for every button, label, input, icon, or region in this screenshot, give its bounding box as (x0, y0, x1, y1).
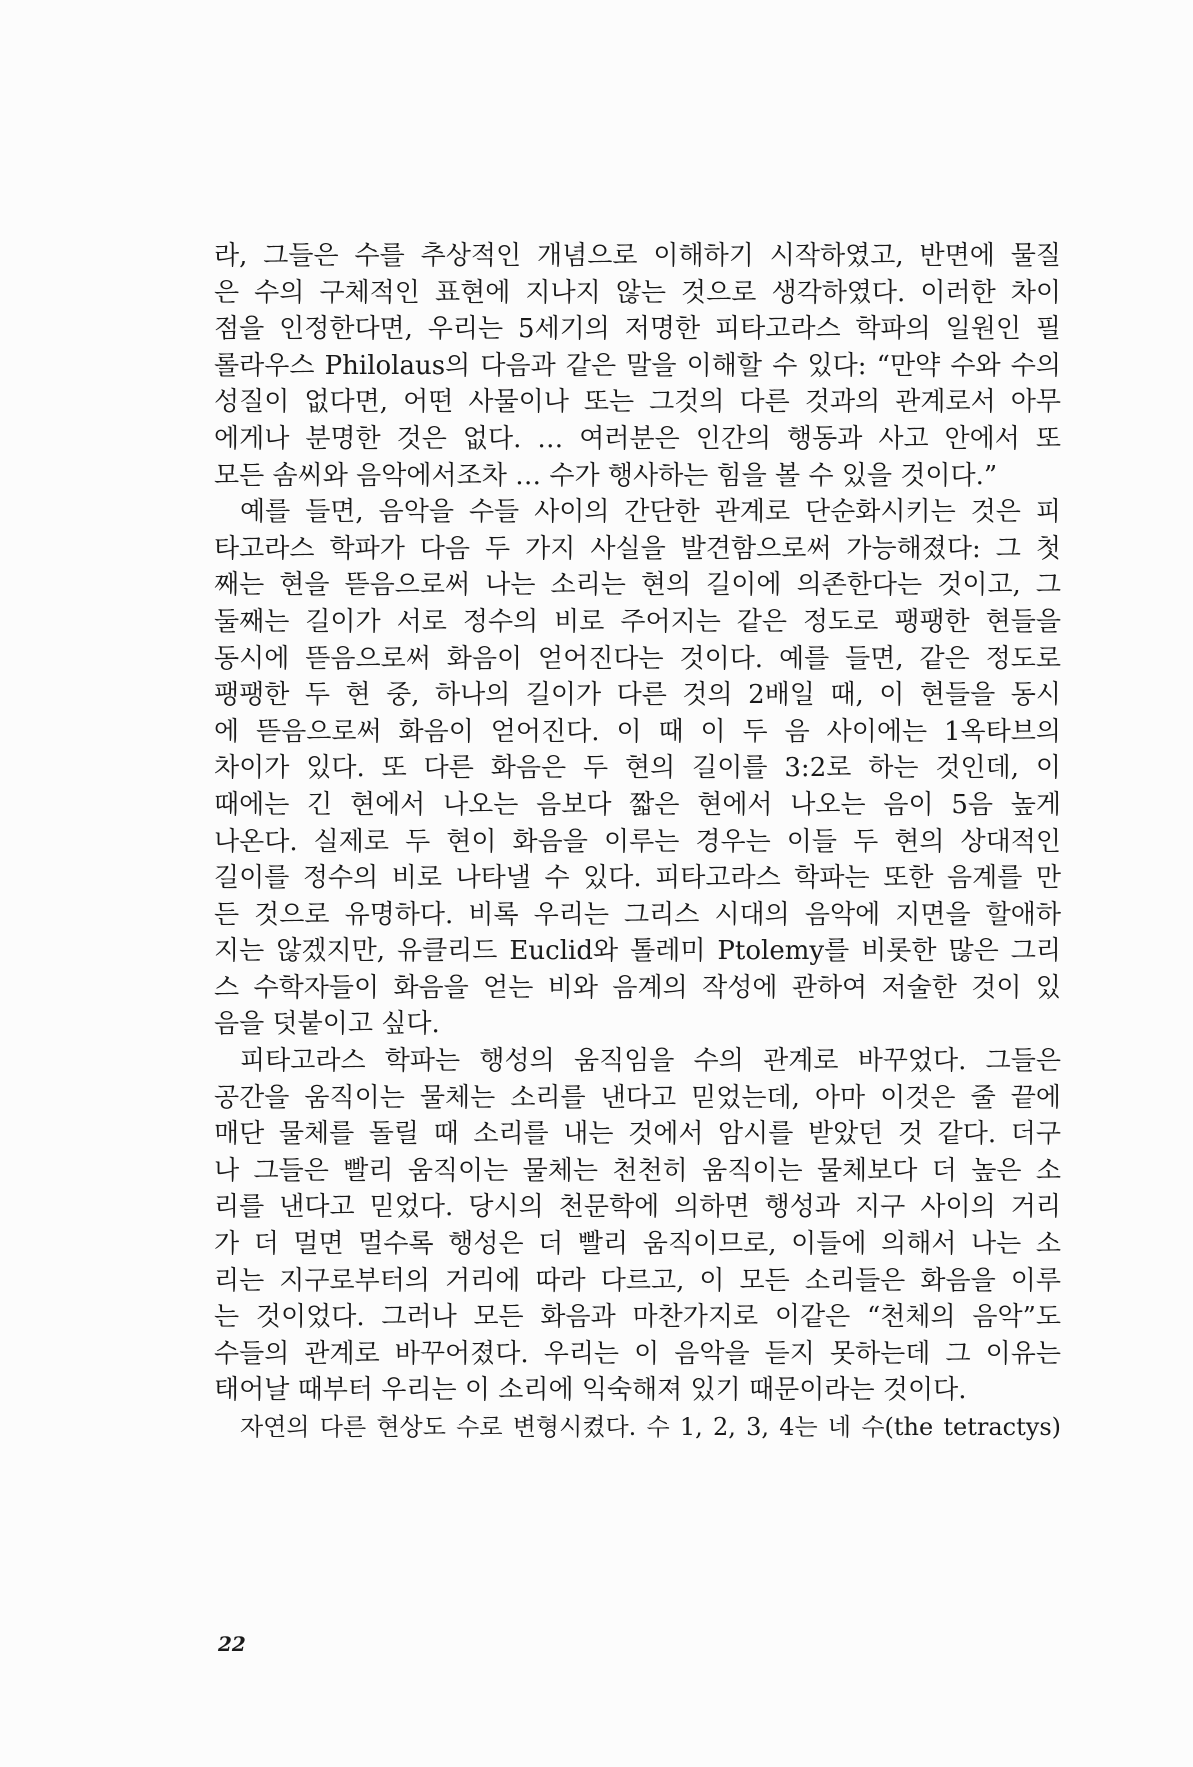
paragraph-start-line: 피타고라스 학파는 행성의 움직임을 수의 관계로 바꾸었다. 그들은 (240, 1046, 1061, 1077)
text-line: 수들의 관계로 바꾸어졌다. 우리는 이 음악을 듣지 못하는데 그 이유는 (214, 1338, 1061, 1369)
text-line: 태어날 때부터 우리는 이 소리에 익숙해져 있기 때문이라는 것이다. (214, 1375, 967, 1406)
text-line: 째는 현을 뜯음으로써 나는 소리는 현의 길이에 의존한다는 것이고, 그 (214, 570, 1061, 601)
text-line: 리를 낸다고 믿었다. 당시의 천문학에 의하면 행성과 지구 사이의 거리 (214, 1192, 1061, 1223)
text-line: 때에는 긴 현에서 나오는 음보다 짧은 현에서 나오는 음이 5음 높게 (214, 789, 1061, 820)
text-line: 리는 지구로부터의 거리에 따라 다르고, 이 모든 소리들은 화음을 이루 (214, 1265, 1061, 1296)
text-line: 나온다. 실제로 두 현이 화음을 이루는 경우는 이들 두 현의 상대적인 (214, 826, 1061, 857)
text-line: 는 것이었다. 그러나 모든 화음과 마찬가지로 이같은 “천체의 음악”도 (214, 1302, 1061, 1333)
text-line: 모든 솜씨와 음악에서조차 … 수가 행사하는 힘을 볼 수 있을 것이다.” (214, 460, 998, 491)
body-text (214, 238, 1061, 1446)
text-line: 타고라스 학파가 다음 두 가지 사실을 발견함으로써 가능해졌다: 그 첫 (214, 533, 1061, 564)
text-line: 둘째는 길이가 서로 정수의 비로 주어지는 같은 정도로 팽팽한 현들을 (214, 606, 1061, 637)
page-number: 22 (218, 1632, 246, 1656)
text-line: 길이를 정수의 비로 나타낼 수 있다. 피타고라스 학파는 또한 음계를 만 (214, 863, 1061, 894)
text-line: 점을 인정한다면, 우리는 5세기의 저명한 피타고라스 학파의 일원인 필 (214, 314, 1061, 345)
text-line: 에게나 분명한 것은 없다. … 여러분은 인간의 행동과 사고 안에서 또 (214, 423, 1061, 454)
text-line: 매단 물체를 돌릴 때 소리를 내는 것에서 암시를 받았던 것 같다. 더구 (214, 1119, 1061, 1150)
text-line: 공간을 움직이는 물체는 소리를 낸다고 믿었는데, 아마 이것은 줄 끝에 (214, 1082, 1061, 1113)
text-line: 스 수학자들이 화음을 얻는 비와 음계의 작성에 관하여 저술한 것이 있 (214, 972, 1061, 1003)
text-line: 라, 그들은 수를 추상적인 개념으로 이해하기 시작하였고, 반면에 물질 (214, 241, 1061, 271)
text-line: 지는 않겠지만, 유클리드 Euclid와 톨레미 Ptolemy를 비롯한 많은 그리 (214, 936, 1061, 967)
text-line: 나 그들은 빨리 움직이는 물체는 천천히 움직이는 물체보다 더 높은 소 (214, 1155, 1061, 1186)
text-line: 에 뜯음으로써 화음이 얻어진다. 이 때 이 두 음 사이에는 1옥타브의 (214, 716, 1061, 747)
text-line: 팽팽한 두 현 중, 하나의 길이가 다른 것의 2배일 때, 이 현들을 동시 (214, 680, 1061, 711)
text-line: 음을 덧붙이고 싶다. (214, 1009, 440, 1040)
text-line: 롤라우스 Philolaus의 다음과 같은 말을 이해할 수 있다: “만약 수와 수의 (214, 350, 1061, 381)
paragraph-start-line: 예를 들면, 음악을 수들 사이의 간단한 관계로 단순화시키는 것은 피 (240, 497, 1061, 528)
paragraph-start-line: 자연의 다른 현상도 수로 변형시켰다. 수 1, 2, 3, 4는 네 수(the tetractys) (240, 1413, 1061, 1441)
text-line: 은 수의 구체적인 표현에 지나지 않는 것으로 생각하였다. 이러한 차이 (214, 277, 1061, 308)
text-line: 가 더 멀면 멀수록 행성은 더 빨리 움직이므로, 이들에 의해서 나는 소 (214, 1229, 1061, 1260)
text-line: 성질이 없다면, 어떤 사물이나 또는 그것의 다른 것과의 관계로서 아무 (214, 387, 1061, 418)
text-line: 든 것으로 유명하다. 비록 우리는 그리스 시대의 음악에 지면을 할애하 (214, 899, 1061, 930)
text-line: 동시에 뜯음으로써 화음이 얻어진다는 것이다. 예를 들면, 같은 정도로 (214, 643, 1061, 674)
text-line: 차이가 있다. 또 다른 화음은 두 현의 길이를 3:2로 하는 것인데, 이 (214, 753, 1061, 784)
